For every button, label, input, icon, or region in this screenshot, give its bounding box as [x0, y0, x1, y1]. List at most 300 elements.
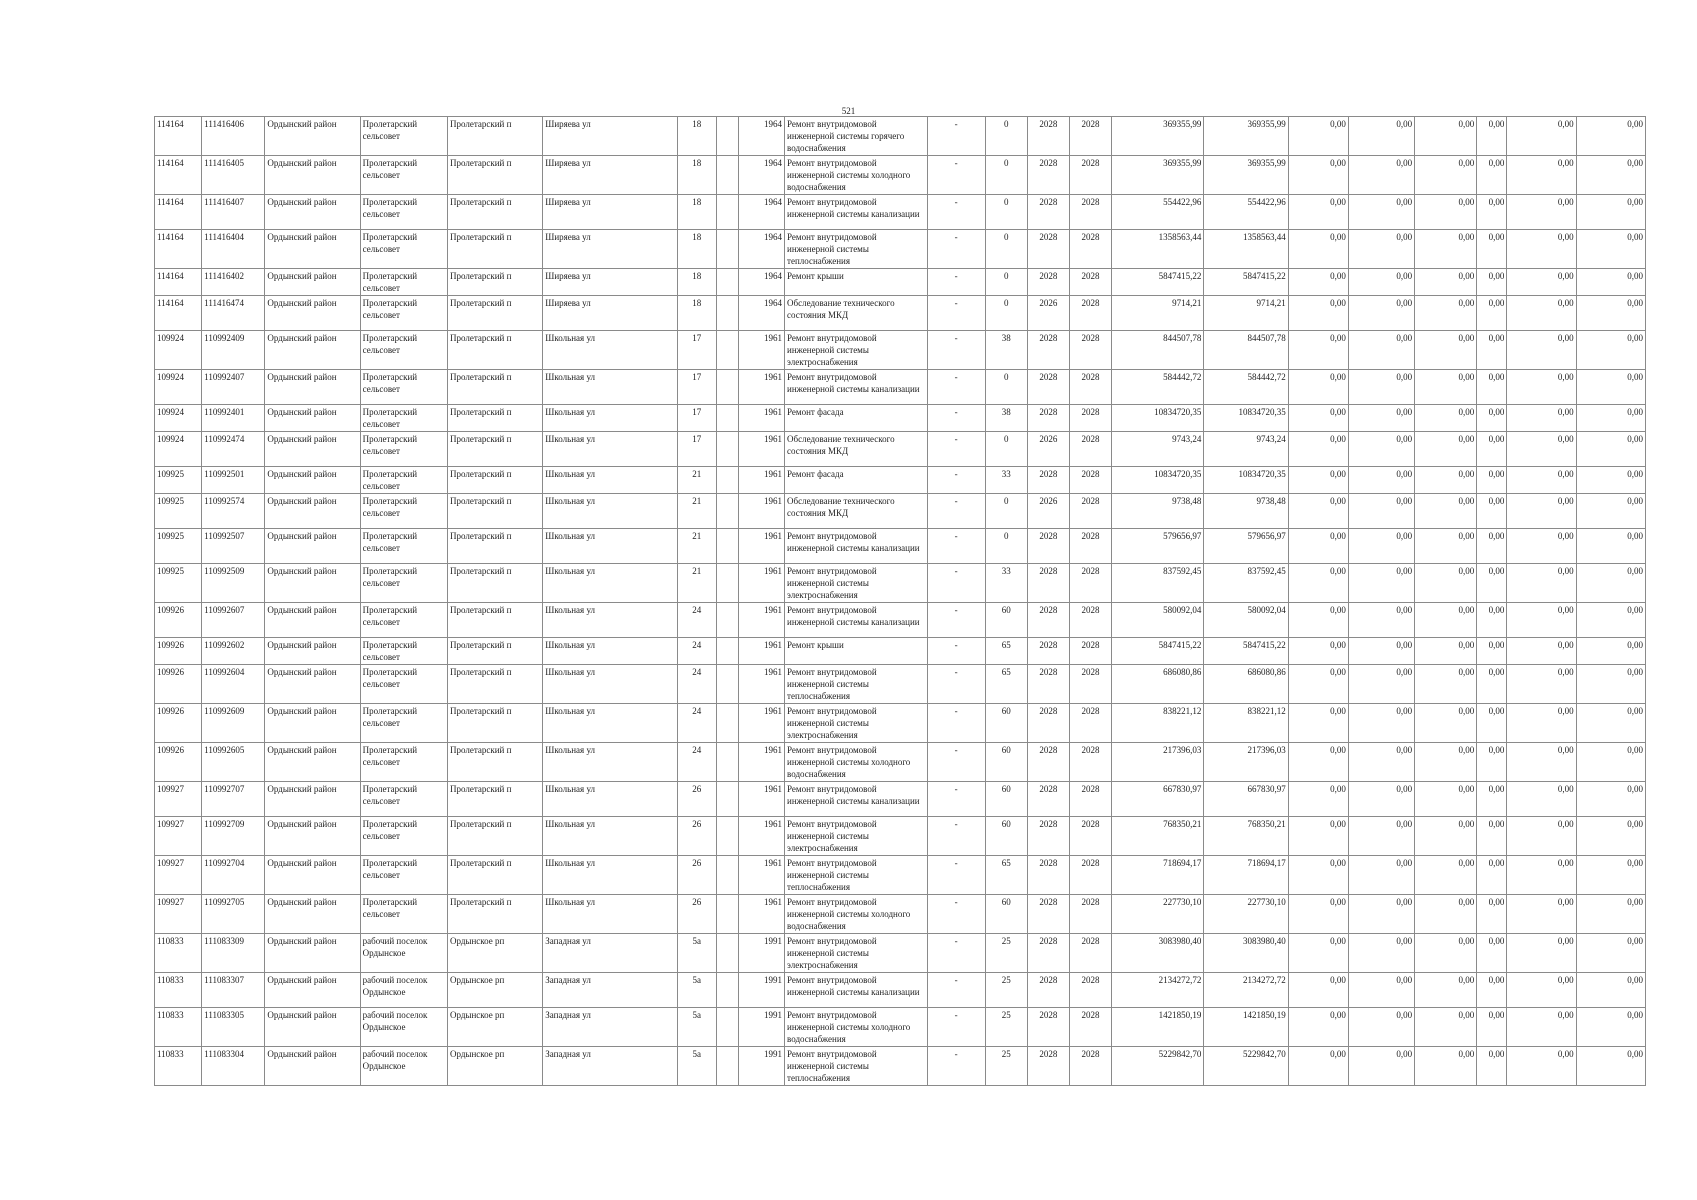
settlement-cell: Ордынское рп: [447, 973, 542, 1008]
street-cell: Ширяева ул: [543, 230, 677, 269]
amount-cell: 0,00: [1288, 494, 1348, 529]
year-to-cell: 2028: [1069, 603, 1111, 638]
house-id-cell: 109924: [155, 370, 202, 405]
house-id-cell: 109924: [155, 405, 202, 432]
house-id-cell: 110833: [155, 934, 202, 973]
building-cell: [716, 1008, 738, 1047]
amount-cell: 0,00: [1576, 704, 1645, 743]
wear-cell: 0: [985, 117, 1027, 156]
cost-total-cell: 9738,48: [1112, 494, 1204, 529]
work-type-cell: Ремонт внутридомовой инженерной системы канализации: [785, 603, 927, 638]
amount-cell: 0,00: [1288, 331, 1348, 370]
house-number-cell: 24: [677, 603, 716, 638]
work-type-cell: Ремонт внутридомовой инженерной системы холодного водоснабжения: [785, 156, 927, 195]
building-cell: [716, 529, 738, 564]
amount-cell: 0,00: [1348, 934, 1414, 973]
house-number-cell: 21: [677, 467, 716, 494]
work-type-cell: Ремонт внутридомовой инженерной системы канализации: [785, 195, 927, 230]
amount-cell: 0,00: [1288, 1047, 1348, 1086]
year-from-cell: 2028: [1027, 895, 1069, 934]
year-to-cell: 2028: [1069, 856, 1111, 895]
amount-cell: 0,00: [1415, 117, 1477, 156]
street-cell: Ширяева ул: [543, 195, 677, 230]
work-id-cell: 110992509: [202, 564, 265, 603]
house-id-cell: 114164: [155, 230, 202, 269]
amount-cell: 0,00: [1477, 405, 1507, 432]
municipality-cell: Пролетарский сельсовет: [360, 296, 447, 331]
work-id-cell: 110992704: [202, 856, 265, 895]
year-built-cell: 1964: [738, 195, 784, 230]
district-cell: Ордынский район: [265, 856, 360, 895]
cost-fund-cell: 768350,21: [1204, 817, 1288, 856]
cost-total-cell: 369355,99: [1112, 156, 1204, 195]
amount-cell: 0,00: [1348, 856, 1414, 895]
settlement-cell: Пролетарский п: [447, 370, 542, 405]
wear-cell: 33: [985, 467, 1027, 494]
settlement-cell: Пролетарский п: [447, 704, 542, 743]
amount-cell: 0,00: [1576, 269, 1645, 296]
house-number-cell: 5а: [677, 1008, 716, 1047]
wear-cell: 60: [985, 743, 1027, 782]
amount-cell: 0,00: [1477, 934, 1507, 973]
year-from-cell: 2028: [1027, 405, 1069, 432]
amount-cell: 0,00: [1507, 973, 1576, 1008]
house-number-cell: 24: [677, 704, 716, 743]
amount-cell: 0,00: [1576, 467, 1645, 494]
dash-cell: -: [927, 856, 985, 895]
cost-fund-cell: 217396,03: [1204, 743, 1288, 782]
dash-cell: -: [927, 704, 985, 743]
year-built-cell: 1961: [738, 817, 784, 856]
year-to-cell: 2028: [1069, 432, 1111, 467]
work-id-cell: 111416405: [202, 156, 265, 195]
work-type-cell: Ремонт фасада: [785, 467, 927, 494]
house-number-cell: 26: [677, 782, 716, 817]
year-to-cell: 2028: [1069, 817, 1111, 856]
amount-cell: 0,00: [1415, 1008, 1477, 1047]
street-cell: Школьная ул: [543, 370, 677, 405]
amount-cell: 0,00: [1348, 230, 1414, 269]
year-to-cell: 2028: [1069, 1047, 1111, 1086]
amount-cell: 0,00: [1288, 856, 1348, 895]
amount-cell: 0,00: [1507, 782, 1576, 817]
amount-cell: 0,00: [1415, 603, 1477, 638]
municipality-cell: Пролетарский сельсовет: [360, 269, 447, 296]
house-id-cell: 109927: [155, 856, 202, 895]
amount-cell: 0,00: [1507, 1008, 1576, 1047]
table-row: [155, 156, 1646, 195]
cost-total-cell: 5847415,22: [1112, 269, 1204, 296]
amount-cell: 0,00: [1477, 156, 1507, 195]
amount-cell: 0,00: [1415, 895, 1477, 934]
amount-cell: 0,00: [1288, 973, 1348, 1008]
work-id-cell: 111083305: [202, 1008, 265, 1047]
year-to-cell: 2028: [1069, 1008, 1111, 1047]
table-row: [155, 817, 1646, 856]
year-from-cell: 2028: [1027, 564, 1069, 603]
cost-fund-cell: 369355,99: [1204, 117, 1288, 156]
cost-total-cell: 837592,45: [1112, 564, 1204, 603]
house-id-cell: 109926: [155, 704, 202, 743]
work-id-cell: 110992709: [202, 817, 265, 856]
amount-cell: 0,00: [1415, 269, 1477, 296]
amount-cell: 0,00: [1576, 743, 1645, 782]
house-number-cell: 26: [677, 817, 716, 856]
amount-cell: 0,00: [1576, 156, 1645, 195]
street-cell: Школьная ул: [543, 564, 677, 603]
municipality-cell: Пролетарский сельсовет: [360, 432, 447, 467]
street-cell: Западная ул: [543, 1047, 677, 1086]
dash-cell: -: [927, 973, 985, 1008]
amount-cell: 0,00: [1576, 934, 1645, 973]
table-row: [155, 1008, 1646, 1047]
table-row: [155, 269, 1646, 296]
amount-cell: 0,00: [1288, 934, 1348, 973]
cost-total-cell: 10834720,35: [1112, 405, 1204, 432]
cost-total-cell: 9743,24: [1112, 432, 1204, 467]
year-built-cell: 1961: [738, 856, 784, 895]
work-type-cell: Ремонт внутридомовой инженерной системы теплоснабжения: [785, 856, 927, 895]
year-from-cell: 2028: [1027, 1047, 1069, 1086]
municipality-cell: Пролетарский сельсовет: [360, 405, 447, 432]
table-row: [155, 467, 1646, 494]
amount-cell: 0,00: [1507, 603, 1576, 638]
year-to-cell: 2028: [1069, 296, 1111, 331]
year-from-cell: 2028: [1027, 467, 1069, 494]
amount-cell: 0,00: [1415, 665, 1477, 704]
work-type-cell: Ремонт внутридомовой инженерной системы горячего водоснабжения: [785, 117, 927, 156]
year-to-cell: 2028: [1069, 704, 1111, 743]
building-cell: [716, 331, 738, 370]
work-type-cell: Ремонт внутридомовой инженерной системы электроснабжения: [785, 564, 927, 603]
house-id-cell: 109925: [155, 494, 202, 529]
dash-cell: -: [927, 230, 985, 269]
wear-cell: 60: [985, 603, 1027, 638]
amount-cell: 0,00: [1507, 370, 1576, 405]
year-built-cell: 1964: [738, 296, 784, 331]
work-id-cell: 111416404: [202, 230, 265, 269]
dash-cell: -: [927, 117, 985, 156]
amount-cell: 0,00: [1576, 494, 1645, 529]
house-id-cell: 114164: [155, 195, 202, 230]
settlement-cell: Ордынское рп: [447, 1047, 542, 1086]
settlement-cell: Пролетарский п: [447, 269, 542, 296]
year-from-cell: 2028: [1027, 817, 1069, 856]
municipality-cell: Пролетарский сельсовет: [360, 156, 447, 195]
amount-cell: 0,00: [1507, 117, 1576, 156]
year-to-cell: 2028: [1069, 665, 1111, 704]
wear-cell: 60: [985, 895, 1027, 934]
municipality-cell: Пролетарский сельсовет: [360, 564, 447, 603]
year-built-cell: 1964: [738, 117, 784, 156]
work-type-cell: Обследование технического состояния МКД: [785, 432, 927, 467]
cost-total-cell: 10834720,35: [1112, 467, 1204, 494]
dash-cell: -: [927, 195, 985, 230]
year-from-cell: 2028: [1027, 269, 1069, 296]
building-cell: [716, 782, 738, 817]
house-number-cell: 17: [677, 405, 716, 432]
year-to-cell: 2028: [1069, 638, 1111, 665]
district-cell: Ордынский район: [265, 405, 360, 432]
municipality-cell: Пролетарский сельсовет: [360, 856, 447, 895]
year-from-cell: 2028: [1027, 230, 1069, 269]
cost-fund-cell: 579656,97: [1204, 529, 1288, 564]
municipality-cell: Пролетарский сельсовет: [360, 467, 447, 494]
amount-cell: 0,00: [1348, 973, 1414, 1008]
building-cell: [716, 117, 738, 156]
year-from-cell: 2026: [1027, 494, 1069, 529]
year-from-cell: 2028: [1027, 638, 1069, 665]
municipality-cell: рабочий поселок Ордынское: [360, 1008, 447, 1047]
amount-cell: 0,00: [1288, 704, 1348, 743]
cost-total-cell: 838221,12: [1112, 704, 1204, 743]
table-row: [155, 895, 1646, 934]
work-id-cell: 110992605: [202, 743, 265, 782]
work-id-cell: 110992474: [202, 432, 265, 467]
amount-cell: 0,00: [1507, 856, 1576, 895]
amount-cell: 0,00: [1348, 743, 1414, 782]
settlement-cell: Пролетарский п: [447, 895, 542, 934]
table-row: [155, 494, 1646, 529]
dash-cell: -: [927, 665, 985, 704]
building-cell: [716, 817, 738, 856]
cost-fund-cell: 9743,24: [1204, 432, 1288, 467]
amount-cell: 0,00: [1415, 432, 1477, 467]
amount-cell: 0,00: [1415, 1047, 1477, 1086]
house-number-cell: 5а: [677, 1047, 716, 1086]
cost-fund-cell: 10834720,35: [1204, 405, 1288, 432]
amount-cell: 0,00: [1415, 467, 1477, 494]
year-built-cell: 1961: [738, 432, 784, 467]
district-cell: Ордынский район: [265, 195, 360, 230]
wear-cell: 0: [985, 494, 1027, 529]
amount-cell: 0,00: [1415, 195, 1477, 230]
cost-fund-cell: 369355,99: [1204, 156, 1288, 195]
building-cell: [716, 973, 738, 1008]
year-to-cell: 2028: [1069, 934, 1111, 973]
house-number-cell: 17: [677, 432, 716, 467]
house-number-cell: 21: [677, 494, 716, 529]
year-built-cell: 1961: [738, 494, 784, 529]
street-cell: Школьная ул: [543, 467, 677, 494]
year-from-cell: 2028: [1027, 370, 1069, 405]
municipality-cell: Пролетарский сельсовет: [360, 331, 447, 370]
wear-cell: 0: [985, 195, 1027, 230]
amount-cell: 0,00: [1576, 973, 1645, 1008]
house-number-cell: 5а: [677, 934, 716, 973]
amount-cell: 0,00: [1576, 895, 1645, 934]
cost-total-cell: 217396,03: [1112, 743, 1204, 782]
amount-cell: 0,00: [1288, 564, 1348, 603]
building-cell: [716, 1047, 738, 1086]
house-id-cell: 114164: [155, 156, 202, 195]
wear-cell: 0: [985, 230, 1027, 269]
building-cell: [716, 156, 738, 195]
municipality-cell: Пролетарский сельсовет: [360, 817, 447, 856]
amount-cell: 0,00: [1477, 1047, 1507, 1086]
amount-cell: 0,00: [1507, 467, 1576, 494]
house-id-cell: 109925: [155, 467, 202, 494]
table-row: [155, 564, 1646, 603]
amount-cell: 0,00: [1507, 665, 1576, 704]
amount-cell: 0,00: [1415, 704, 1477, 743]
street-cell: Западная ул: [543, 973, 677, 1008]
table-row: [155, 665, 1646, 704]
year-to-cell: 2028: [1069, 564, 1111, 603]
district-cell: Ордынский район: [265, 782, 360, 817]
house-id-cell: 114164: [155, 296, 202, 331]
amount-cell: 0,00: [1507, 1047, 1576, 1086]
year-built-cell: 1961: [738, 743, 784, 782]
street-cell: Школьная ул: [543, 638, 677, 665]
municipality-cell: Пролетарский сельсовет: [360, 638, 447, 665]
settlement-cell: Пролетарский п: [447, 117, 542, 156]
dash-cell: -: [927, 895, 985, 934]
year-to-cell: 2028: [1069, 156, 1111, 195]
cost-total-cell: 579656,97: [1112, 529, 1204, 564]
table-row: [155, 296, 1646, 331]
work-type-cell: Ремонт внутридомовой инженерной системы электроснабжения: [785, 817, 927, 856]
house-number-cell: 26: [677, 856, 716, 895]
dash-cell: -: [927, 638, 985, 665]
settlement-cell: Пролетарский п: [447, 156, 542, 195]
settlement-cell: Ордынское рп: [447, 1008, 542, 1047]
amount-cell: 0,00: [1348, 494, 1414, 529]
wear-cell: 33: [985, 564, 1027, 603]
street-cell: Школьная ул: [543, 817, 677, 856]
amount-cell: 0,00: [1576, 856, 1645, 895]
wear-cell: 0: [985, 156, 1027, 195]
settlement-cell: Пролетарский п: [447, 405, 542, 432]
amount-cell: 0,00: [1348, 467, 1414, 494]
work-type-cell: Ремонт внутридомовой инженерной системы теплоснабжения: [785, 1047, 927, 1086]
building-cell: [716, 494, 738, 529]
work-id-cell: 111416406: [202, 117, 265, 156]
amount-cell: 0,00: [1507, 529, 1576, 564]
amount-cell: 0,00: [1507, 405, 1576, 432]
wear-cell: 25: [985, 973, 1027, 1008]
cost-total-cell: 3083980,40: [1112, 934, 1204, 973]
work-type-cell: Ремонт внутридомовой инженерной системы электроснабжения: [785, 934, 927, 973]
amount-cell: 0,00: [1288, 638, 1348, 665]
cost-total-cell: 718694,17: [1112, 856, 1204, 895]
work-id-cell: 110992409: [202, 331, 265, 370]
amount-cell: 0,00: [1348, 665, 1414, 704]
cost-fund-cell: 1358563,44: [1204, 230, 1288, 269]
work-id-cell: 110992574: [202, 494, 265, 529]
wear-cell: 65: [985, 665, 1027, 704]
dash-cell: -: [927, 934, 985, 973]
table-row: [155, 973, 1646, 1008]
year-from-cell: 2028: [1027, 1008, 1069, 1047]
house-id-cell: 109925: [155, 564, 202, 603]
cost-total-cell: 686080,86: [1112, 665, 1204, 704]
district-cell: Ордынский район: [265, 817, 360, 856]
amount-cell: 0,00: [1348, 370, 1414, 405]
work-id-cell: 111083309: [202, 934, 265, 973]
dash-cell: -: [927, 156, 985, 195]
amount-cell: 0,00: [1415, 856, 1477, 895]
amount-cell: 0,00: [1415, 230, 1477, 269]
year-built-cell: 1961: [738, 704, 784, 743]
district-cell: Ордынский район: [265, 230, 360, 269]
municipality-cell: Пролетарский сельсовет: [360, 494, 447, 529]
year-from-cell: 2026: [1027, 432, 1069, 467]
building-cell: [716, 856, 738, 895]
building-cell: [716, 934, 738, 973]
work-id-cell: 110992401: [202, 405, 265, 432]
house-id-cell: 109926: [155, 743, 202, 782]
work-type-cell: Ремонт внутридомовой инженерной системы канализации: [785, 370, 927, 405]
year-from-cell: 2028: [1027, 782, 1069, 817]
year-built-cell: 1964: [738, 269, 784, 296]
municipality-cell: рабочий поселок Ордынское: [360, 934, 447, 973]
settlement-cell: Пролетарский п: [447, 331, 542, 370]
amount-cell: 0,00: [1288, 529, 1348, 564]
amount-cell: 0,00: [1507, 494, 1576, 529]
amount-cell: 0,00: [1348, 817, 1414, 856]
cost-fund-cell: 554422,96: [1204, 195, 1288, 230]
cost-fund-cell: 9738,48: [1204, 494, 1288, 529]
year-from-cell: 2028: [1027, 156, 1069, 195]
amount-cell: 0,00: [1288, 782, 1348, 817]
dash-cell: -: [927, 432, 985, 467]
amount-cell: 0,00: [1576, 331, 1645, 370]
table-row: [155, 856, 1646, 895]
amount-cell: 0,00: [1288, 156, 1348, 195]
district-cell: Ордынский район: [265, 156, 360, 195]
amount-cell: 0,00: [1348, 117, 1414, 156]
work-id-cell: 111416407: [202, 195, 265, 230]
amount-cell: 0,00: [1477, 296, 1507, 331]
amount-cell: 0,00: [1415, 934, 1477, 973]
table-row: [155, 331, 1646, 370]
work-type-cell: Ремонт крыши: [785, 269, 927, 296]
settlement-cell: Пролетарский п: [447, 494, 542, 529]
amount-cell: 0,00: [1415, 782, 1477, 817]
table-row: [155, 117, 1646, 156]
amount-cell: 0,00: [1415, 638, 1477, 665]
amount-cell: 0,00: [1348, 156, 1414, 195]
table-row: [155, 782, 1646, 817]
building-cell: [716, 564, 738, 603]
amount-cell: 0,00: [1477, 603, 1507, 638]
street-cell: Ширяева ул: [543, 117, 677, 156]
cost-fund-cell: 227730,10: [1204, 895, 1288, 934]
year-from-cell: 2028: [1027, 603, 1069, 638]
cost-fund-cell: 686080,86: [1204, 665, 1288, 704]
amount-cell: 0,00: [1477, 665, 1507, 704]
amount-cell: 0,00: [1288, 370, 1348, 405]
year-to-cell: 2028: [1069, 973, 1111, 1008]
municipality-cell: Пролетарский сельсовет: [360, 230, 447, 269]
amount-cell: 0,00: [1288, 1008, 1348, 1047]
work-type-cell: Ремонт внутридомовой инженерной системы канализации: [785, 973, 927, 1008]
settlement-cell: Пролетарский п: [447, 743, 542, 782]
amount-cell: 0,00: [1477, 856, 1507, 895]
amount-cell: 0,00: [1576, 638, 1645, 665]
amount-cell: 0,00: [1507, 296, 1576, 331]
settlement-cell: Пролетарский п: [447, 817, 542, 856]
table-row: [155, 195, 1646, 230]
building-cell: [716, 704, 738, 743]
year-built-cell: 1964: [738, 156, 784, 195]
cost-fund-cell: 3083980,40: [1204, 934, 1288, 973]
work-id-cell: 110992609: [202, 704, 265, 743]
house-number-cell: 17: [677, 370, 716, 405]
amount-cell: 0,00: [1415, 564, 1477, 603]
cost-fund-cell: 5847415,22: [1204, 638, 1288, 665]
